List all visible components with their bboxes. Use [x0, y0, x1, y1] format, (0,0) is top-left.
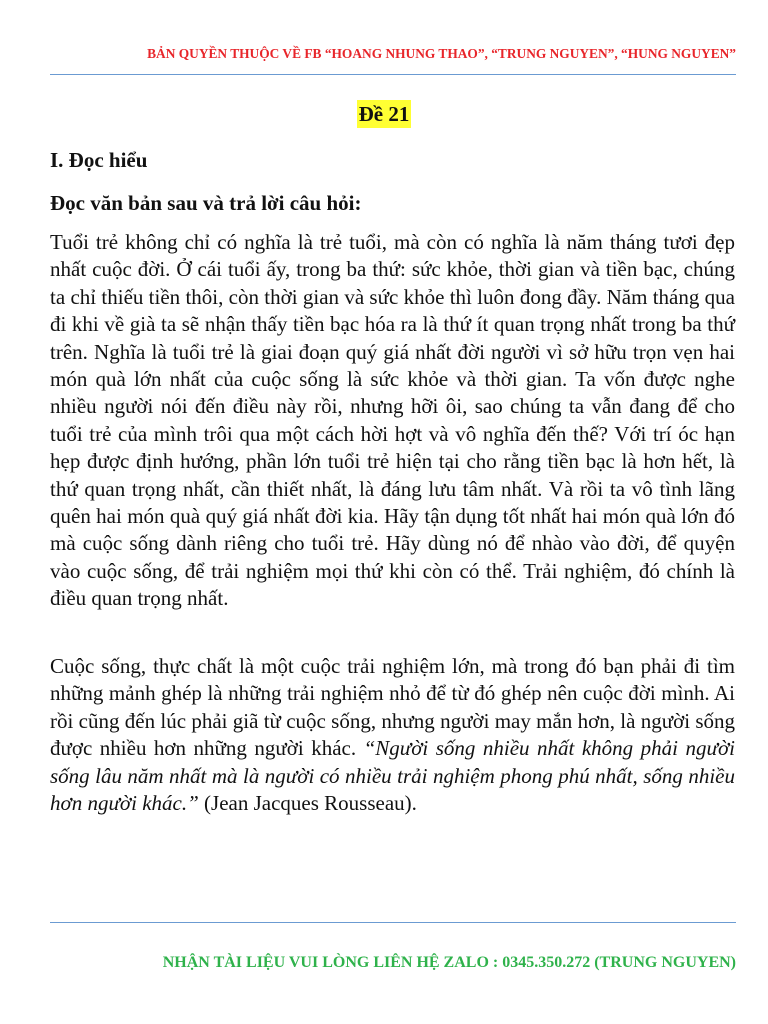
title-container [0, 100, 768, 128]
paragraph-2-text: Cuộc sống, thực chất là một cuộc trải nghiệm lớn, mà trong đó bạn phải đi tìm những mảnh ghép là những trải nghiệm nhỏ để từ đó ghép nên cuộc đời mình. Ai rồi cũng đến lúc phải giã từ cuộc sống, nhưng người may mắn hơn, là người sống được nhiều hơn những người khác. [50, 654, 735, 761]
rousseau-quote: “Người sống nhiều nhất không phải người sống lâu năm nhất mà là người có nhiều trải nghiệm phong phú nhất, sống nhiều hơn người khác.” [50, 736, 735, 816]
quote-attribution: (Jean Jacques Rousseau). [198, 791, 417, 816]
footer-divider [50, 922, 736, 923]
reading-paragraph-1: Tuổi trẻ không chỉ có nghĩa là trẻ tuổi, mà còn có nghĩa là năm tháng tươi đẹp nhất cuộc đời. Ở cái tuổi ấy, trong ba thứ: sức khỏe, thời gian và tiền bạc, chúng ta chỉ thiếu tiền thôi, còn thời gian và sức khỏe thì luôn đong đầy. Năm tháng qua đi khi về già ta sẽ nhận thấy tiền bạc hóa ra là thứ ít quan trọng nhất trong ba thứ trên. Nghĩa là tuổi trẻ là giai đoạn quý giá nhất đời người vì sở hữu trọn vẹn hai món quà lớn nhất của cuộc sống là sức khỏe và thời gian. Ta vốn được nghe nhiều người nói đến điều này rồi, nhưng hỡi ôi, sao chúng ta vẫn đang để cho tuổi trẻ của mình trôi qua một cách hời hợt và vô nghĩa đến thế? Với trí óc hạn hẹp được định hướng, phần lớn tuổi trẻ hiện tại cho rằng tiền bạc là hơn hết, là thứ quan trọng nhất, cần thiết nhất, là đáng lưu tâm nhất. Và rồi ta vô tình lãng quên hai món quà quý giá nhất đời kia. Hãy tận dụng tốt nhất hai món quà lớn đó mà cuộc sống dành riêng cho tuổi trẻ. Hãy dùng nó để nhào vào đời, để quyện vào cuộc sống, để trải nghiệm mọi thứ khi còn có thể. Trải nghiệm, đó chính là điều quan trọng nhất. [50, 230, 735, 611]
reading-paragraph-2 [50, 653, 735, 817]
exam-title: Đề 21 [358, 102, 410, 126]
section-heading: I. Đọc hiểu [50, 148, 148, 172]
contact-footer: NHẬN TÀI LIỆU VUI LÒNG LIÊN HỆ ZALO : 0345.350.272 (TRUNG NGUYEN) [162, 954, 736, 971]
instruction-heading: Đọc văn bản sau và trả lời câu hỏi: [50, 191, 362, 215]
header-divider [50, 74, 736, 75]
copyright-header: BẢN QUYỀN THUỘC VỀ FB “HOANG NHUNG THAO”, “TRUNG NGUYEN”, “HUNG NGUYEN” [147, 46, 736, 61]
